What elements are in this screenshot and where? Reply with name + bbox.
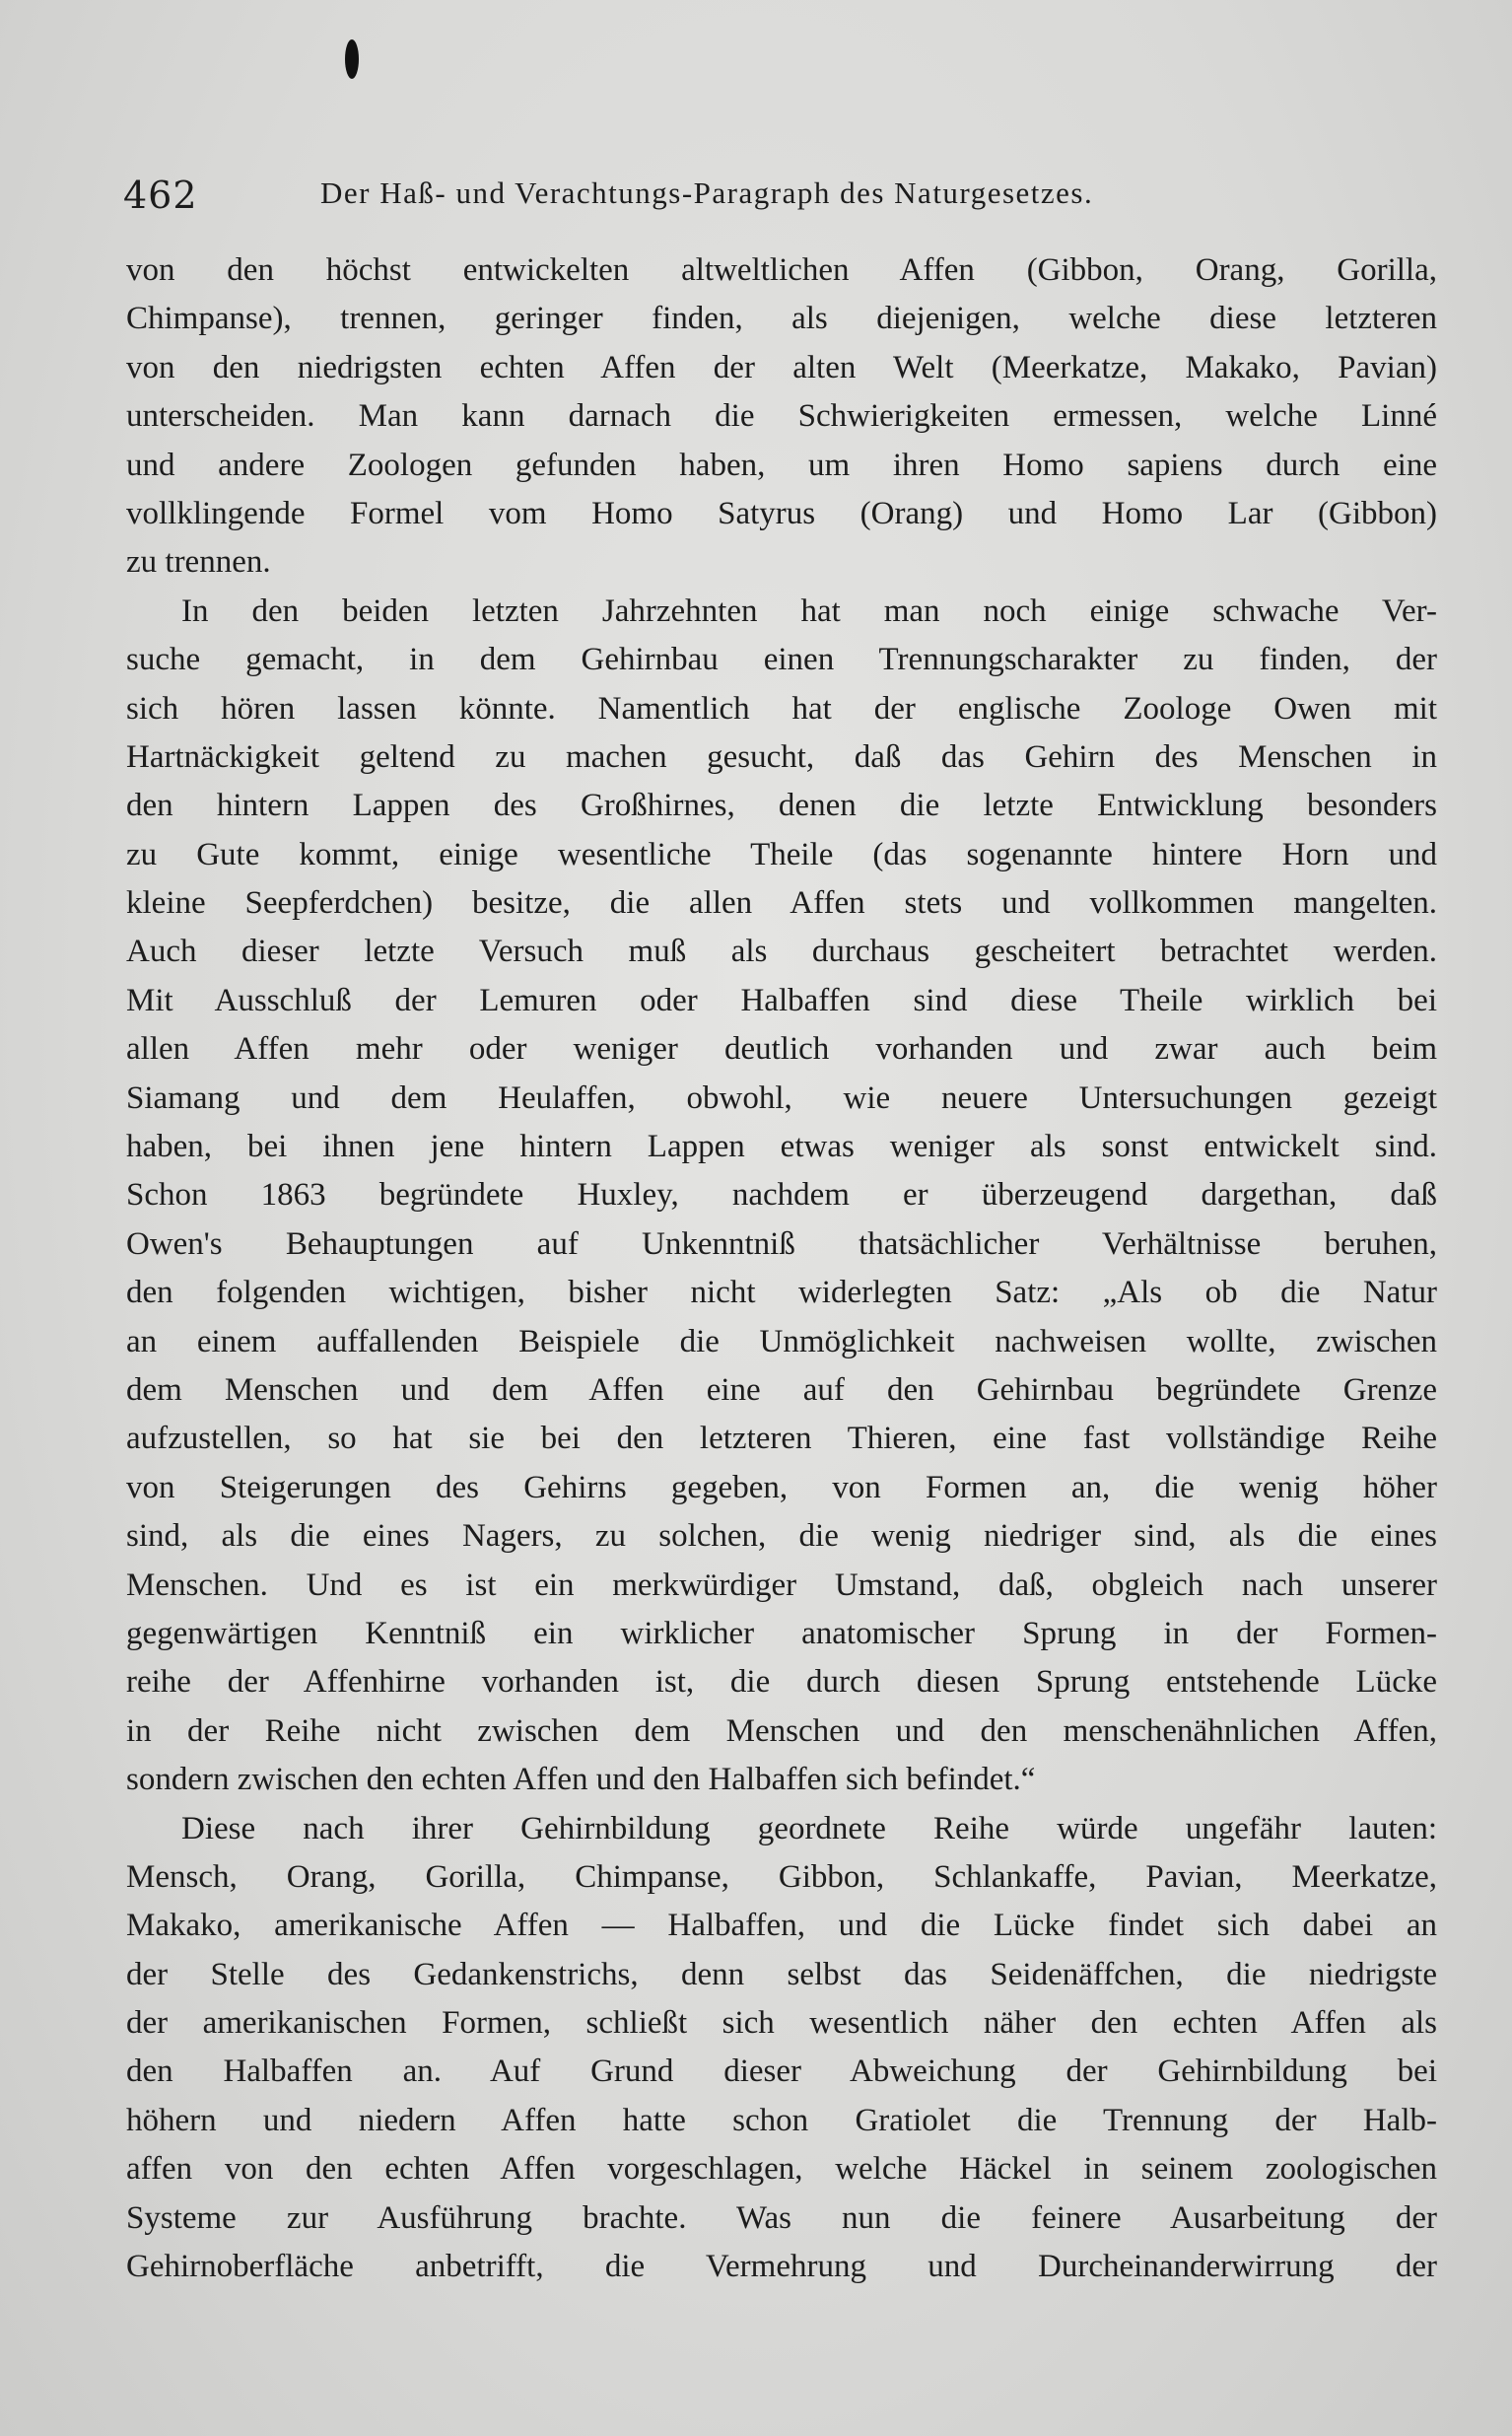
- page-number: 462: [123, 174, 198, 217]
- text-line: in der Reihe nicht zwischen dem Menschen und den menschenähnlichen Affen,: [126, 1712, 1437, 1749]
- text-line: zu trennen.: [126, 544, 271, 581]
- text-line: Auch dieser letzte Versuch muß als durchaus gescheitert betrachtet werden.: [126, 934, 1437, 970]
- body-text: [126, 246, 1437, 2291]
- text-line: den Halbaffen an. Auf Grund dieser Abweichung der Gehirnbildung bei: [126, 2053, 1437, 2090]
- text-line: aufzustellen, so hat sie bei den letzteren Thieren, eine fast vollständige Reihe: [126, 1421, 1437, 1457]
- text-line: an einem auffallenden Beispiele die Unmöglichkeit nachweisen wollte, zwischen: [126, 1323, 1437, 1359]
- text-line: sondern zwischen den echten Affen und den Halbaffen sich befindet.“: [126, 1762, 1036, 1798]
- ink-smudge: [345, 39, 359, 79]
- text-line: Diese nach ihrer Gehirnbildung geordnete Reihe würde ungefähr lauten:: [181, 1810, 1437, 1846]
- text-line: affen von den echten Affen vorgeschlagen, welche Häckel in seinem zoologischen: [126, 2151, 1437, 2188]
- text-line: dem Menschen und dem Affen eine auf den Gehirnbau begründete Grenze: [126, 1371, 1437, 1408]
- text-line: unterscheiden. Man kann darnach die Schwierigkeiten ermessen, welche Linné: [126, 398, 1437, 435]
- text-line: In den beiden letzten Jahrzehnten hat man noch einige schwache Ver-: [181, 592, 1437, 629]
- text-line: reihe der Affenhirne vorhanden ist, die durch diesen Sprung entstehende Lücke: [126, 1664, 1437, 1701]
- text-line: kleine Seepferdchen) besitze, die allen Affen stets und vollkommen mangelten.: [126, 885, 1437, 922]
- text-line: zu Gute kommt, einige wesentliche Theile (das sogenannte hintere Horn und: [126, 836, 1437, 872]
- text-line: Menschen. Und es ist ein merkwürdiger Umstand, daß, obgleich nach unserer: [126, 1566, 1437, 1603]
- page-header: [123, 166, 1433, 225]
- text-line: Chimpanse), trennen, geringer finden, als diejenigen, welche diese letzteren: [126, 301, 1437, 337]
- text-line: sich hören lassen könnte. Namentlich hat der englische Zoologe Owen mit: [126, 690, 1437, 727]
- text-line: vollklingende Formel vom Homo Satyrus (Orang) und Homo Lar (Gibbon): [126, 495, 1437, 531]
- text-line: gegenwärtigen Kenntniß ein wirklicher anatomischer Sprung in der Formen-: [126, 1615, 1437, 1651]
- text-line: Hartnäckigkeit geltend zu machen gesucht, daß das Gehirn des Menschen in: [126, 738, 1437, 775]
- text-line: der amerikanischen Formen, schließt sich wesentlich näher den echten Affen als: [126, 2005, 1437, 2042]
- text-line: sind, als die eines Nagers, zu solchen, die wenig niedriger sind, als die eines: [126, 1518, 1437, 1555]
- text-line: von den höchst entwickelten altweltlichen Affen (Gibbon, Orang, Gorilla,: [126, 252, 1437, 288]
- text-line: von den niedrigsten echten Affen der alten Welt (Meerkatze, Makako, Pavian): [126, 349, 1437, 385]
- text-line: den folgenden wichtigen, bisher nicht widerlegten Satz: „Als ob die Natur: [126, 1275, 1437, 1311]
- text-line: Makako, amerikanische Affen — Halbaffen, und die Lücke findet sich dabei an: [126, 1908, 1437, 1944]
- text-line: höhern und niedern Affen hatte schon Gratiolet die Trennung der Halb-: [126, 2102, 1437, 2138]
- text-line: den hintern Lappen des Großhirnes, denen die letzte Entwicklung besonders: [126, 788, 1437, 824]
- text-line: suche gemacht, in dem Gehirnbau einen Trennungscharakter zu finden, der: [126, 642, 1437, 678]
- text-line: haben, bei ihnen jene hintern Lappen etwas weniger als sonst entwickelt sind.: [126, 1129, 1437, 1165]
- text-line: Systeme zur Ausführung brachte. Was nun die feinere Ausarbeitung der: [126, 2199, 1437, 2236]
- text-line: der Stelle des Gedankenstrichs, denn selbst das Seidenäffchen, die niedrigste: [126, 1956, 1437, 1992]
- running-title: Der Haß- und Verachtungs-Paragraph des Naturgesetzes.: [320, 175, 1094, 210]
- text-line: Siamang und dem Heulaffen, obwohl, wie neuere Untersuchungen gezeigt: [126, 1079, 1437, 1116]
- text-line: Gehirnoberfläche anbetrifft, die Vermehrung und Durcheinanderwirrung der: [126, 2249, 1437, 2285]
- text-line: Owen's Behauptungen auf Unkenntniß thatsächlicher Verhältnisse beruhen,: [126, 1225, 1437, 1262]
- text-line: Schon 1863 begründete Huxley, nachdem er überzeugend dargethan, daß: [126, 1177, 1437, 1214]
- text-line: Mit Ausschluß der Lemuren oder Halbaffen sind diese Theile wirklich bei: [126, 982, 1437, 1018]
- text-line: und andere Zoologen gefunden haben, um ihren Homo sapiens durch eine: [126, 447, 1437, 483]
- text-line: von Steigerungen des Gehirns gegeben, von Formen an, die wenig höher: [126, 1469, 1437, 1505]
- text-line: Mensch, Orang, Gorilla, Chimpanse, Gibbon, Schlankaffe, Pavian, Meerkatze,: [126, 1858, 1437, 1895]
- text-line: allen Affen mehr oder weniger deutlich vorhanden und zwar auch beim: [126, 1031, 1437, 1068]
